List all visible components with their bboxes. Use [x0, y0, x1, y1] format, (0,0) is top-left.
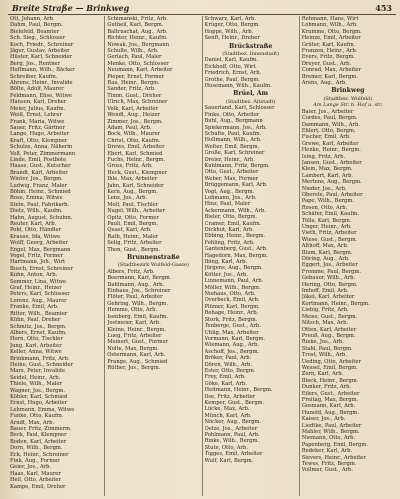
- resident-entry: Liebig, Fritz, Arb.: [301, 307, 349, 314]
- resident-entry: Lenz, Jos., Arb.: [107, 195, 148, 202]
- resident-entry: Bielefeld, Beamter: [10, 28, 60, 35]
- resident-entry: Eickhoff, Otto, Wirt: [204, 63, 256, 70]
- resident-entry: Sommer, Lina, Witwe: [10, 278, 67, 285]
- resident-entry: Sievers, Heinr., Arbeiter: [301, 454, 366, 461]
- resident-entry: Dunker, Fritz, Arb.: [301, 384, 352, 391]
- resident-entry: Freitag, Max, Bergm.: [301, 396, 359, 403]
- resident-entry: Kaiser, Jos., Arb.: [301, 416, 346, 423]
- resident-entry: Döring, Aug., Arb.: [301, 256, 350, 263]
- resident-entry: Stute, Otto, Arb.: [204, 444, 248, 451]
- resident-entry: Moll, Paul, Tischler: [107, 201, 159, 208]
- resident-entry: Schimanski, Fritz, Arb.: [107, 16, 168, 22]
- resident-entry: Prange, Aug., Schmied: [107, 358, 168, 365]
- resident-entry: Heitmann, Heinr., Bergm.: [204, 387, 273, 394]
- resident-entry: Aschoff, Jos., Bergm.: [204, 348, 260, 355]
- resident-entry: Lohmann, Wilh., Arb.: [301, 22, 358, 29]
- resident-entry: Wiese, Gust., Bergm.: [301, 236, 358, 243]
- resident-entry: Hoppe, Wilh., Arb.: [204, 28, 254, 35]
- resident-entry: Ulrich, Max, Schreiner: [107, 99, 168, 106]
- resident-entry: Lohmann, Jos., Arb.: [204, 194, 257, 201]
- resident-entry: Fuchs, Heinr., Bergm.: [107, 156, 166, 163]
- resident-entry: Isenberg, Emil, Kaufm.: [107, 313, 168, 320]
- resident-entry: Kern, Aug., Bergm.: [107, 188, 158, 195]
- resident-entry: Brandt, Karl, Arbeiter: [10, 169, 68, 176]
- resident-entry: Overbeck, Emil, Arb.: [204, 297, 260, 304]
- resident-entry: Beck, Paul, Klempner: [10, 432, 67, 439]
- resident-entry: Frey, Emil, Arb.: [204, 374, 246, 381]
- resident-entry: Wendt, Aug., Heizer: [107, 112, 161, 119]
- resident-entry: Dorn, Wilh., Bergm.: [10, 445, 63, 452]
- resident-entry: Krumme, Otto, Bergm.: [301, 28, 362, 35]
- resident-entry: Althoff, Max, Arb.: [301, 243, 349, 250]
- resident-entry: Hinz, Paul, Maler: [204, 201, 251, 208]
- resident-entry: Funke, Otto, Kaufm.: [10, 413, 64, 420]
- resident-entry: Jansen, Gust., Arbeiter: [301, 159, 362, 166]
- resident-entry: Hansen, Karl, Dreher: [10, 99, 67, 106]
- resident-entry: Vollmer, Gust., Arb.: [301, 467, 354, 474]
- header-rule: [8, 14, 396, 15]
- resident-entry: Gosmann, Karl, Arb.: [301, 403, 356, 410]
- page-title: Breite Straße — Brinkweg: [12, 3, 130, 13]
- resident-entry: Nolte, Max, Bergm.: [107, 345, 159, 352]
- resident-entry: Pauli, Emil, Bergm.: [107, 221, 159, 227]
- resident-entry: Niehaus, Otto, Arb.: [204, 291, 256, 298]
- resident-entry: Brinkmann, Fritz, Arb.: [10, 355, 70, 362]
- resident-entry: Jäger, Gustav, Arbeiter: [10, 48, 70, 55]
- resident-entry: Ihle, Max, Arbeiter: [107, 176, 158, 183]
- resident-entry: Hartmann, Joh., Wirt: [10, 259, 66, 266]
- resident-entry: Frank, Maria, Witwe: [10, 118, 65, 125]
- resident-entry: Gross, Fritz, Arb.: [107, 163, 153, 170]
- resident-entry: Gerlach, Paul, Maler: [107, 54, 162, 61]
- resident-entry: Hering, Otto, Bergm.: [301, 281, 358, 288]
- resident-entry: Jung, Karl, Arbeiter: [10, 342, 62, 349]
- resident-entry: Rüther, Jos., Bergm.: [107, 364, 161, 371]
- directory-columns: [8, 16, 396, 496]
- resident-entry: Münch, Karl, Arb.: [204, 412, 252, 419]
- resident-entry: Stein, Paul, Fabrikarb.: [10, 201, 70, 208]
- resident-entry: Hahn, August, Schuhm.: [10, 214, 73, 221]
- resident-entry: Gebauer, Wilh., Arb.: [301, 275, 356, 282]
- resident-entry: Niemann, Otto, Arb.: [301, 435, 356, 442]
- resident-entry: Friedrich, Ernst, Arb.: [204, 70, 262, 77]
- resident-entry: Tewes, Fritz, Bergm.: [301, 461, 357, 468]
- resident-entry: Tenberge, Gust., Arb.: [204, 323, 261, 330]
- resident-entry: Rinke, Wilh., Bergm.: [204, 438, 260, 445]
- resident-entry: Wagner, Jos., Bergm.: [10, 387, 65, 394]
- resident-entry: Arndt, Max, Arb.: [10, 419, 55, 426]
- resident-entry: Lueg, Fritz, Arbeiter: [107, 332, 162, 339]
- resident-entry: Timm, Gust., Dreher: [107, 92, 162, 99]
- resident-entry: Bieler, Otto, Bergm.: [204, 214, 258, 221]
- directory-column: [300, 16, 396, 496]
- resident-entry: Gutheil, Karl, Bergm.: [107, 22, 164, 29]
- resident-entry: Linnemann, Paul, Arb.: [204, 278, 264, 285]
- resident-entry: Möller, Wilh., Bergm.: [204, 284, 261, 291]
- resident-entry: Tölle, Karl, Bergm.: [301, 217, 352, 224]
- resident-entry: Finke, Otto, Arbeiter: [204, 111, 260, 118]
- resident-entry: Menke, Otto, Schlosser: [107, 60, 169, 67]
- resident-entry: Wolter, Emil, Bergm.: [204, 143, 260, 150]
- resident-entry: Ebert, Karl, Schmied: [107, 150, 163, 157]
- resident-entry: Dahlmann, Aug., Arb.: [107, 281, 165, 288]
- resident-entry: Opitz, Otto, Former: [107, 214, 159, 221]
- resident-entry: Bölte, Adolf, Maurer: [10, 86, 64, 93]
- resident-entry: Ernst, Hugo, Arbeiter: [10, 400, 68, 407]
- resident-entry: Redeker, Karl, Arb.: [301, 448, 353, 455]
- resident-entry: Eilers, Gust., Arbeiter: [301, 390, 360, 397]
- resident-entry: Ott, Johann, Arb.: [10, 16, 55, 22]
- resident-entry: Grothe, Paul, Bergm.: [204, 76, 260, 83]
- resident-entry: Neumann, Karl, Arbeiter: [107, 67, 173, 74]
- resident-entry: Busch, Ernst, Schreiner: [10, 265, 73, 272]
- resident-entry: Nagel, Wilh., Arbeiter: [107, 208, 165, 215]
- resident-entry: Kühn, Paul, Dreher: [10, 317, 61, 324]
- resident-entry: Rehage, Heinr., Arb.: [204, 310, 259, 317]
- resident-entry: Oelze, Jos., Arbeiter: [204, 425, 258, 432]
- resident-entry: Quast, Karl, Arb.: [107, 227, 152, 234]
- resident-entry: Ueding, Otto, Arbeiter: [301, 358, 361, 365]
- resident-entry: Linde, Emil, Postbote: [10, 156, 67, 163]
- resident-entry: Einhaus, Jos., Schreiner: [107, 288, 171, 295]
- resident-entry: Ahrens, Heinr., Invalide: [10, 80, 73, 87]
- resident-entry: Meier, Julius, Kaufm.: [10, 105, 66, 112]
- resident-entry: Hollmann, Wilh., Arb.: [204, 137, 262, 144]
- resident-entry: Jostmeier, Karl, Arb.: [107, 320, 161, 327]
- resident-entry: Jahn, Karl, Schneider: [107, 182, 164, 189]
- resident-entry: Fromme, Paul, Bergm.: [301, 268, 362, 275]
- resident-entry: Dahm, Paul, Bergm.: [10, 22, 63, 29]
- resident-entry: Zorn, Karl, Arb.: [301, 371, 344, 378]
- resident-entry: Horn, Otto, Tischler: [10, 336, 63, 343]
- resident-entry: Ibing, Karl, Arb.: [204, 259, 248, 266]
- resident-entry: Daniel, Karl, Kaufm.: [204, 57, 258, 64]
- resident-entry: Flöter, Paul, Arbeiter: [107, 294, 163, 301]
- resident-entry: Schulze, Anna, Näherin: [10, 144, 73, 151]
- resident-entry: Pape, Wilh., Bergm.: [301, 198, 354, 205]
- resident-entry: Böhm, Heinr., Schmied: [10, 188, 71, 195]
- resident-entry: Heine, Gust., Schneider: [10, 361, 73, 368]
- resident-entry: Ackermann, Wilh., Arb.: [204, 207, 266, 214]
- resident-entry: Dreier, Heinr., Arb.: [204, 156, 255, 163]
- resident-entry: Tigges, Emil, Arbeiter: [204, 451, 263, 458]
- resident-entry: Adam, Paul, Arb.: [107, 124, 152, 131]
- resident-entry: Gehring, Wilh., Bergm.: [107, 300, 169, 307]
- resident-entry: Thiele, Wilh., Maler: [10, 381, 63, 388]
- street-heading: Brinkweg: [331, 87, 365, 95]
- resident-entry: Heinze, Emil, Arbeiter: [301, 35, 361, 42]
- resident-entry: Feldmann, Elise, Witwe: [10, 92, 72, 99]
- resident-entry: Richter, Heinr., Kaufm.: [107, 35, 168, 42]
- resident-entry: Vogel, Fritz, Former: [10, 253, 63, 260]
- resident-entry: Seidel, Heinr., Arb.: [10, 374, 61, 381]
- resident-entry: Schwarz, Karl, Arb.: [204, 16, 256, 22]
- resident-entry: Bauer, Fritz, Zimmerm.: [10, 426, 72, 432]
- resident-entry: Trost, Wilh., Arb.: [301, 352, 347, 359]
- resident-entry: Senft, Heinr., Dreher: [204, 35, 260, 42]
- resident-entry: Engel, Max, Bergmann: [10, 246, 71, 253]
- resident-entry: Liedtke, Paul, Arbeiter: [301, 422, 362, 429]
- resident-entry: Keller, Anna, Witwe: [10, 349, 62, 356]
- resident-entry: Dickhut, Karl, Arb.: [204, 227, 255, 233]
- resident-entry: Imhoff, Emil, Arb.: [301, 288, 349, 295]
- resident-entry: Peters, Karl, Schlosser: [10, 291, 70, 298]
- resident-entry: Hemme, Otto, Arb.: [107, 307, 158, 314]
- resident-entry: Nöcker, Aug., Bergm.: [204, 419, 262, 426]
- resident-entry: Meise, Gust., Bergm.: [301, 313, 358, 320]
- resident-entry: Cramer, Emil, Kaufm.: [204, 220, 262, 227]
- resident-entry: Wulf, Karl, Bergm.: [204, 457, 254, 464]
- resident-entry: Pohlmann, Paul, Arb.: [204, 432, 260, 438]
- resident-entry: Winter, Jos., Bergm.: [10, 176, 63, 183]
- resident-entry: Unger, Heinr., Arb.: [301, 224, 352, 230]
- resident-entry: Hüster, Karl, Schneider: [10, 54, 73, 61]
- resident-entry: Bröker, Paul, Arb.: [204, 355, 252, 362]
- resident-entry: Dreyer, Gust., Arb.: [301, 60, 352, 67]
- resident-entry: Lehmann, Emma, Witwe: [10, 406, 75, 413]
- resident-entry: Ludwig, Franz, Maler: [10, 182, 67, 189]
- resident-entry: Berg, Jos., Rentner: [10, 60, 61, 67]
- resident-entry: Bock, Wilh., Maurer: [107, 131, 161, 138]
- resident-entry: Mahler, Wilh., Bergm.: [301, 429, 360, 435]
- resident-entry: Kötter, Jos., Arb.: [204, 271, 248, 278]
- street-heading: Brüel, Am: [233, 90, 269, 98]
- resident-entry: Reuter, Karl, Arb.: [10, 221, 57, 227]
- resident-entry: Sch. Sieg., Schlosser: [10, 35, 66, 42]
- resident-entry: Nitsch, Max, Arb.: [301, 320, 349, 327]
- resident-entry: Lücke, Max, Arb.: [204, 406, 250, 413]
- resident-entry: Fink, Aug., Former: [10, 458, 60, 465]
- resident-entry: Stork, Fritz, Bergm.: [204, 316, 258, 323]
- resident-entry: Oberste, Paul, Arbeiter: [301, 191, 363, 198]
- resident-entry: Dammann, Wilh., Arb.: [301, 121, 360, 128]
- resident-entry: Franzen, Heinr., Arb.: [301, 48, 358, 55]
- resident-entry: Ising, Fritz, Arb.: [301, 153, 346, 160]
- resident-entry: Voß, Peter, Zimmermann: [10, 150, 76, 157]
- resident-entry: Blum, Karl, Bergm.: [301, 249, 353, 256]
- resident-entry: Zimmer, Jos., Bergm.: [107, 118, 163, 125]
- directory-column: [203, 16, 300, 496]
- resident-entry: Franke, Emil, Arb.: [10, 304, 59, 311]
- directory-column: [8, 16, 105, 496]
- resident-entry: Kuhn, Anton, Arb.: [10, 272, 58, 279]
- resident-entry: Grewe, Karl, Arbeiter: [301, 140, 359, 147]
- resident-entry: Rau, Heinr., Bergm.: [107, 80, 160, 87]
- resident-entry: Lorenz, Aug., Maurer: [10, 297, 67, 304]
- resident-entry: Fehling, Fritz, Arb.: [204, 239, 255, 246]
- resident-entry: Buhl, Aug., Bergmann: [204, 118, 263, 125]
- resident-entry: Albers, Fritz, Arb.: [107, 268, 155, 275]
- street-district: (Stadtbez. Wulfeld): [323, 95, 373, 102]
- resident-entry: Wiemann, Aug., Arb.: [204, 342, 260, 349]
- resident-entry: Albers, Ernst, Kaufm.: [10, 329, 67, 336]
- resident-entry: Graf, Heinr., Heizer: [10, 285, 62, 292]
- resident-entry: Husemann, Wilh., Kaufm.: [204, 83, 272, 90]
- resident-entry: Rath, Heinr., Maler: [107, 233, 159, 240]
- resident-entry: Geier, Jos., Arb.: [10, 464, 52, 471]
- resident-entry: Vormann, Karl, Bergm.: [204, 335, 266, 342]
- resident-entry: Sauer, Fritz, Gärtner: [10, 124, 65, 131]
- resident-entry: Kortmann, Heinr., Bergm.: [301, 300, 370, 307]
- resident-entry: Wessel, Emil, Bergm.: [301, 364, 358, 371]
- resident-entry: Krause, Ida, Witwe: [10, 233, 61, 240]
- resident-entry: Ostermann, Karl, Arb.: [107, 352, 166, 359]
- resident-entry: Dören, Wilh., Arb.: [204, 361, 253, 368]
- resident-entry: Wolff, Georg, Arbeiter: [10, 240, 68, 247]
- resident-entry: Eck, Heinr., Schreiner: [10, 451, 69, 458]
- resident-entry: Nieder, Jos., Arb.: [301, 185, 347, 192]
- resident-entry: Jürgens, Aug., Bergm.: [204, 265, 263, 272]
- street-district: (Stadtbez. Altstadt): [225, 98, 276, 105]
- resident-entry: Uhlig, Max, Arbeiter: [204, 329, 259, 336]
- resident-entry: Schulte, Paul, Kaufm.: [204, 130, 262, 137]
- resident-entry: Kuhlmann, Fritz, Bergm.: [204, 162, 270, 169]
- resident-entry: Schreiber, Kaufm.: [10, 73, 58, 80]
- resident-entry: Weber, Max, Former: [204, 175, 259, 182]
- resident-entry: Rehmann, Hans, Wirt: [301, 16, 359, 22]
- resident-entry: Kampe, Emil, Dreher: [10, 483, 66, 490]
- resident-entry: Thon, Gust., Bergm.: [107, 246, 161, 253]
- resident-entry: Haase, Gust., Kutscher: [10, 163, 71, 170]
- resident-entry: Baltruschat, Aug., Arb.: [107, 28, 168, 35]
- resident-entry: Meinert, Gust., Former: [107, 339, 169, 346]
- resident-entry: Selig, Fritz, Arbeiter: [107, 240, 162, 247]
- resident-entry: Nowak, Jos., Bergmann: [107, 41, 170, 48]
- resident-entry: Große, Karl, Schreiner: [204, 150, 265, 157]
- resident-entry: Schäfer, Emil, Kaufm.: [301, 211, 359, 218]
- resident-entry: Dietz, Wilh., Kaufm.: [10, 208, 63, 215]
- resident-entry: Klein, Max, Bergm.: [301, 166, 353, 173]
- resident-entry: Koch, Friedr., Schreiner: [10, 41, 74, 48]
- resident-entry: Ritter, Wilh., Beamter: [10, 310, 68, 317]
- resident-entry: Rose, Emma, Witwe: [10, 195, 63, 202]
- resident-entry: Brüggemann, Karl, Arb.: [204, 182, 268, 189]
- resident-entry: Kemper, Gust., Bergm.: [204, 399, 265, 406]
- resident-entry: Spiekermann, Jos., Arb.: [204, 124, 267, 131]
- resident-entry: Drews, Emil, Arbeiter: [107, 144, 165, 151]
- resident-entry: Papenberg, Emil, Bergm.: [301, 441, 368, 448]
- street-district: (Stadtbezirk Wulfeld-Gasse): [117, 262, 189, 269]
- resident-entry: Plümer, Karl, Bergm.: [204, 303, 260, 310]
- resident-entry: Sauerland, Karl, Schlosser: [204, 105, 275, 112]
- street-heading: Brunnenstraße: [127, 254, 180, 262]
- page-number: 453: [375, 3, 392, 13]
- resident-entry: Lange, Hugo, Arbeiter: [10, 131, 70, 138]
- resident-entry: Rosen, Otto, Arb.: [301, 204, 348, 211]
- resident-entry: Vogt, Aug., Bergm.: [204, 188, 255, 195]
- resident-entry: Kraft, Otto, Klempner: [10, 137, 68, 144]
- resident-entry: Heck, Gust., Klempner: [107, 169, 168, 176]
- resident-entry: Grüter, Karl, Kaufm.: [301, 41, 356, 48]
- resident-entry: Gantenberg, Gust., Arb.: [204, 246, 268, 253]
- resident-entry: Fischer, Emil, Arb.: [301, 134, 351, 141]
- resident-entry: Marx, Peter, Invalide: [10, 368, 65, 375]
- resident-entry: Göke, Karl, Arb.: [204, 380, 247, 387]
- resident-entry: Preuß, Aug., Bergm.: [301, 332, 356, 339]
- resident-entry: Mertens, Aug., Bergm.: [301, 179, 362, 186]
- directory-column: [105, 16, 202, 496]
- resident-entry: Köhler, Karl, Schmied: [10, 393, 68, 400]
- resident-entry: Kleine, Heinr., Bergm.: [107, 326, 166, 333]
- resident-entry: Hunold, Aug., Bergm.: [301, 409, 359, 416]
- resident-entry: Pohl, Otto, Händler: [10, 227, 62, 234]
- resident-entry: Rieke, Jos., Arb.: [301, 339, 344, 346]
- resident-entry: Ester, Otto, Bergm.: [204, 367, 256, 374]
- resident-entry: Boden, Karl, Arbeiter: [10, 438, 67, 445]
- resident-entry: Conrad, Max, Arbeiter: [301, 67, 361, 74]
- resident-entry: Hagedorn, Max, Bergm.: [204, 252, 268, 259]
- resident-entry: Jäkel, Karl, Arbeiter: [301, 294, 355, 301]
- resident-entry: Otto, Gust., Arbeiter: [204, 169, 259, 176]
- resident-entry: Cordes, Paul, Bergm.: [301, 115, 358, 122]
- resident-entry: Evers, Fritz, Bergm.: [301, 54, 356, 61]
- resident-entry: Ehlert, Otto, Bergm.: [301, 127, 356, 134]
- resident-entry: Beermann, Karl, Bergm.: [107, 275, 172, 282]
- resident-entry: Bremer, Karl, Bergm.: [301, 73, 358, 80]
- resident-entry: Schulte, Wilh., Arb.: [107, 48, 159, 55]
- resident-entry: Pieper, Ernst, Former: [107, 73, 165, 80]
- resident-entry: Vieth, Fritz, Arbeiter: [301, 230, 357, 237]
- resident-entry: Stahl, Paul, Bergm.: [301, 345, 353, 352]
- resident-entry: Sander, Fritz, Arb.: [107, 86, 156, 93]
- resident-entry: Haas, Karl, Maurer: [10, 470, 61, 477]
- street-district: (Stadtbez. Innenstadt): [222, 51, 280, 58]
- street-heading: Brückstraße: [228, 42, 273, 50]
- resident-entry: Volk, Karl, Arbeiter: [107, 105, 159, 112]
- resident-entry: Schmitz, Jos., Bergm.: [10, 323, 67, 330]
- resident-entry: Ilse, Fritz, Arbeiter: [204, 393, 256, 400]
- resident-entry: Heil, Otto, Arbeiter: [10, 477, 61, 484]
- resident-entry: Baier, Jos., Arbeiter: [301, 108, 354, 115]
- resident-entry: Henke, Heinr., Bergm.: [301, 147, 361, 154]
- resident-entry: Ebbing, Heinr., Bergm.: [204, 233, 266, 240]
- resident-entry: Eggert, Jos., Arbeiter: [301, 262, 358, 269]
- resident-entry: Bleck, Heinr., Bergm.: [301, 377, 359, 384]
- resident-entry: Christ, Otto, Kaufm.: [107, 137, 161, 144]
- resident-entry: Otten, Karl, Arbeiter: [301, 326, 357, 333]
- resident-entry: Lambert, Karl, Arb.: [301, 172, 354, 179]
- resident-entry: Hoffmann, Wilh., Bäcker: [10, 67, 75, 74]
- resident-entry: Weiß, Ernst, Lehrer: [10, 112, 62, 119]
- resident-entry: Krüger, Otto, Bergm.: [204, 22, 260, 29]
- street-note: Am Lange Str. b. Hof u. str.: [313, 102, 383, 109]
- resident-entry: Arens, Aug., Arb.: [301, 80, 347, 87]
